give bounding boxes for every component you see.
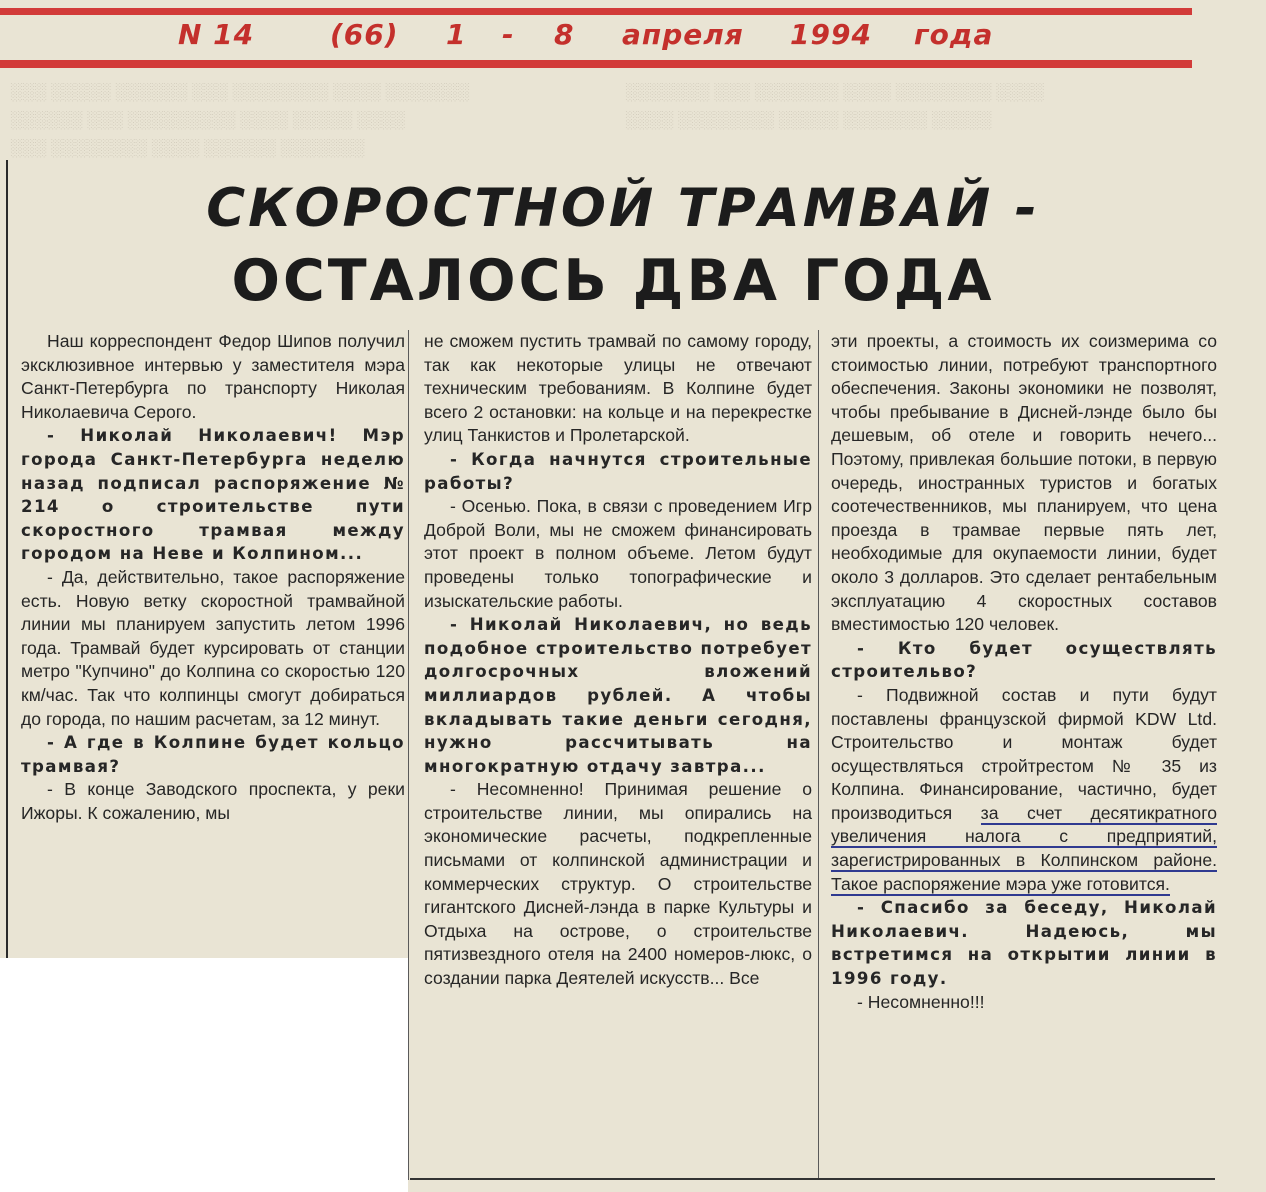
answer-paragraph: не сможем пустить трамвай по самому городу, так как некоторые улицы не отвечают техническим требованиям. В Колпине будет всего 2 остановки: на кольце и на перекрестке улиц Танкистов и Пролетарской.	[424, 331, 812, 446]
month: апреля	[622, 18, 744, 51]
issue-number: N 14	[178, 18, 255, 51]
column-rule-1	[408, 330, 409, 1180]
day-to: 8	[554, 18, 575, 51]
day-from: 1	[446, 18, 467, 51]
answer-paragraph: - Да, действительно, такое распоряжение есть. Новую ветку скоростной трамвайной линии мы планируем запустить летом 1996 года. Трамвай будет курсировать от станции метро "Купчино" до Колпина со скоростью 120 км/час. Так что колпинцы смогут добираться до города, по нашим расчетам, за 12 минут.	[21, 566, 405, 729]
answer-paragraph: - Несомненно!!!	[857, 991, 985, 1012]
bleed-through-texture: ░░░ ░░░░░ ░░░░░░ ░░░ ░░░░░░░░ ░░░░ ░░░░░░░ ░░░░░░ ░░░ ░░░░░░░░░ ░░░░ ░░░░░ ░░░░ ░░░ ░░░░░░░░ ░░░░ ░░░░░░ ░░░░░░░	[10, 82, 470, 157]
top-red-rule	[0, 8, 1192, 15]
masthead-red-rule	[0, 60, 1192, 68]
answer-paragraph: - Осенью. Пока, в связи с проведением Игр Доброй Воли, мы не сможем финансировать этот проект в полном объеме. Летом будут проведены только топографические и изыскательские работы.	[424, 496, 812, 611]
issue-total: (66)	[330, 18, 399, 51]
article-column-1	[21, 330, 405, 825]
question-paragraph: - Николай Николаевич, но ведь подобное строительство потребует долгосрочных вложений миллиардов рублей. А чтобы вкладывать такие деньги сегодня, нужно рассчитывать на многократную отдачу завтра...	[424, 615, 812, 776]
headline-line-1: СКОРОСТНОЙ ТРАМВАЙ -	[206, 178, 1040, 239]
intro-paragraph: Наш корреспондент Федор Шипов получил эксклюзивное интервью у заместителя мэра Санкт-Петербурга по транспорту Николая Николаевича Серого.	[21, 331, 405, 422]
answer-paragraph: эти проекты, а стоимость их соизмерима со стоимостью линии, потребуют транспортного обеспечения. Законы экономики не позволят, чтобы пребывание в Дисней-лэнде было бы дешевым, об отеле и говорить нечего... Поэтому, привлекая большие потоки, в первую очередь, иностранных туристов и богатых соотечественников, мы планируем, что цена проезда в трамвае первые пять лет, необходимые для окупаемости линии, будет около 3 долларов. Это сделает рентабельным эксплуатацию 4 скоростных составов вместимостью 120 человек.	[831, 331, 1217, 635]
question-paragraph: - А где в Колпине будет кольцо трамвая?	[21, 733, 405, 776]
article-column-2	[424, 330, 812, 991]
pen-underlined-text: за счет десятикратного увеличения налога с предприятий, зарегистрированных в Колпинском районе. Такое распоряжение мэра уже готовится.	[831, 802, 1218, 894]
bottom-rule	[410, 1178, 1215, 1180]
issue-date-line	[178, 18, 1038, 60]
year-word: года	[914, 18, 994, 51]
answer-paragraph: - В конце Заводского проспекта, у реки Ижоры. К сожалению, мы	[21, 779, 405, 823]
bleed-through-texture-right: ░░░░░░░ ░░░ ░░░░░░░ ░░░░ ░░░░░░░░ ░░░░ ░░░░ ░░░░░░░░ ░░░░░ ░░░░░░░ ░░░░░	[625, 82, 1044, 129]
question-paragraph: - Когда начнутся строительные работы?	[424, 449, 812, 493]
answer-paragraph: - Несомненно! Принимая решение о строительстве линии, мы опирались на экономические расчеты, подкрепленные письмами от колпинской администрации и коммерческих структур. О строительстве гигантского Дисней-лэнда в парке Культуры и Отдыха на острове, о строительстве пятизвездного отеля на 2400 номеров-люкс, о создании парка Деятелей искусств... Все	[424, 779, 812, 989]
question-paragraph: - Спасибо за беседу, Николай Николаевич. Надеюсь, мы встретимся на открытии линии в 1996 году.	[831, 898, 1217, 989]
question-paragraph: - Кто будет осуществлять строительво?	[831, 638, 1217, 682]
headline-line-2: ОСТАЛОСЬ ДВА ГОДА	[231, 248, 995, 314]
date-dash: -	[502, 18, 515, 51]
article-column-3	[831, 330, 1217, 1014]
question-paragraph: - Николай Николаевич! Мэр города Санкт-Петербурга неделю назад подписал распоряжение № 214 о строительстве пути скоростного трамвая между городом на Неве и Колпином...	[21, 426, 405, 564]
answer-paragraph	[831, 684, 1217, 896]
answer-text: - Подвижной состав и пути будут поставлены французской фирмой KDW Ltd. Строительство и монтаж будет осуществляться стройтрестом № 35 из Колпина. Финансирование, частично, будет производиться	[831, 684, 1217, 823]
column-rule-2	[818, 330, 819, 1180]
blank-scan-area	[0, 958, 408, 1192]
year: 1994	[790, 18, 872, 51]
